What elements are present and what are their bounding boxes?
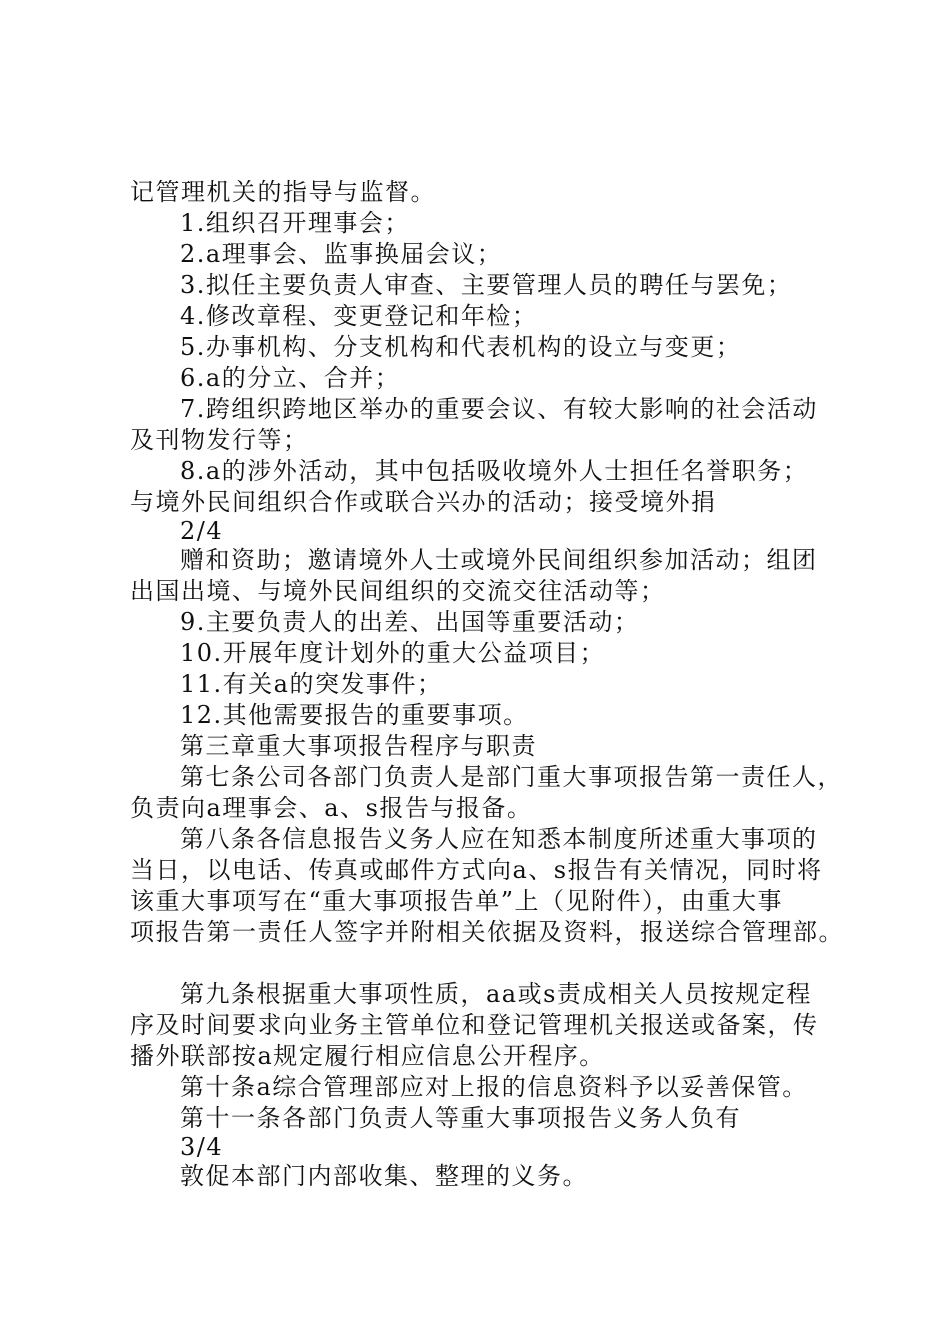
list-item: 5.办事机构、分支机构和代表机构的设立与变更；	[180, 333, 742, 361]
list-item: 6.a的分立、合并；	[180, 364, 401, 392]
section-heading: 第三章重大事项报告程序与职责	[180, 732, 537, 760]
list-item: 2.a理事会、监事换届会议；	[180, 240, 503, 268]
text-line: 敦促本部门内部收集、整理的义务。	[180, 1162, 588, 1190]
page-number: 2/4	[180, 517, 224, 545]
text-line: 负责向a理事会、a、s报告与报备。	[130, 794, 533, 822]
page-number: 3/4	[180, 1133, 224, 1161]
text-line: 与境外民间组织合作或联合兴办的活动；接受境外捐	[130, 488, 717, 516]
text-line: 及刊物发行等；	[130, 426, 309, 454]
list-item: 12.其他需要报告的重要事项。	[180, 701, 529, 729]
text-line: 第七条公司各部门负责人是部门重大事项报告第一责任人，	[180, 763, 843, 791]
list-item: 10.开展年度计划外的重大公益项目；	[180, 639, 606, 667]
text-line: 第十条a综合管理部应对上报的信息资料予以妥善保管。	[180, 1073, 808, 1101]
text-line: 出国出境、与境外民间组织的交流交往活动等；	[130, 577, 666, 605]
list-item: 9.主要负责人的出差、出国等重要活动；	[180, 608, 640, 636]
list-item: 3.拟任主要负责人审查、主要管理人员的聘任与罢免；	[180, 271, 793, 299]
text-line: 当日，以电话、传真或邮件方式向a、s报告有关情况，同时将	[130, 856, 823, 884]
list-item: 7.跨组织跨地区举办的重要会议、有较大影响的社会活动	[180, 395, 818, 423]
text-line: 第九条根据重大事项性质，aa或s责成相关人员按规定程	[180, 980, 812, 1008]
text-line: 序及时间要求向业务主管单位和登记管理机关报送或备案，传	[130, 1011, 819, 1039]
text-line: 第十一条各部门负责人等重大事项报告义务人负有	[180, 1104, 741, 1132]
list-item: 4.修改章程、变更登记和年检；	[180, 302, 538, 330]
list-item: 1.组织召开理事会；	[180, 209, 410, 237]
text-line: 该重大事项写在“重大事项报告单”上（见附件），由重大事	[130, 887, 784, 915]
list-item: 11.有关a的突发事件；	[180, 670, 443, 698]
text-line: 记管理机关的指导与监督。	[130, 178, 436, 206]
text-line: 项报告第一责任人签字并附相关依据及资料，报送综合管理部。	[130, 918, 844, 946]
list-item: 8.a的涉外活动，其中包括吸收境外人士担任名誉职务；	[180, 457, 809, 485]
text-line: 播外联部按a规定履行相应信息公开程序。	[130, 1042, 605, 1070]
text-line: 第八条各信息报告义务人应在知悉本制度所述重大事项的	[180, 825, 818, 853]
text-line: 赠和资助；邀请境外人士或境外民间组织参加活动；组团	[180, 546, 818, 574]
